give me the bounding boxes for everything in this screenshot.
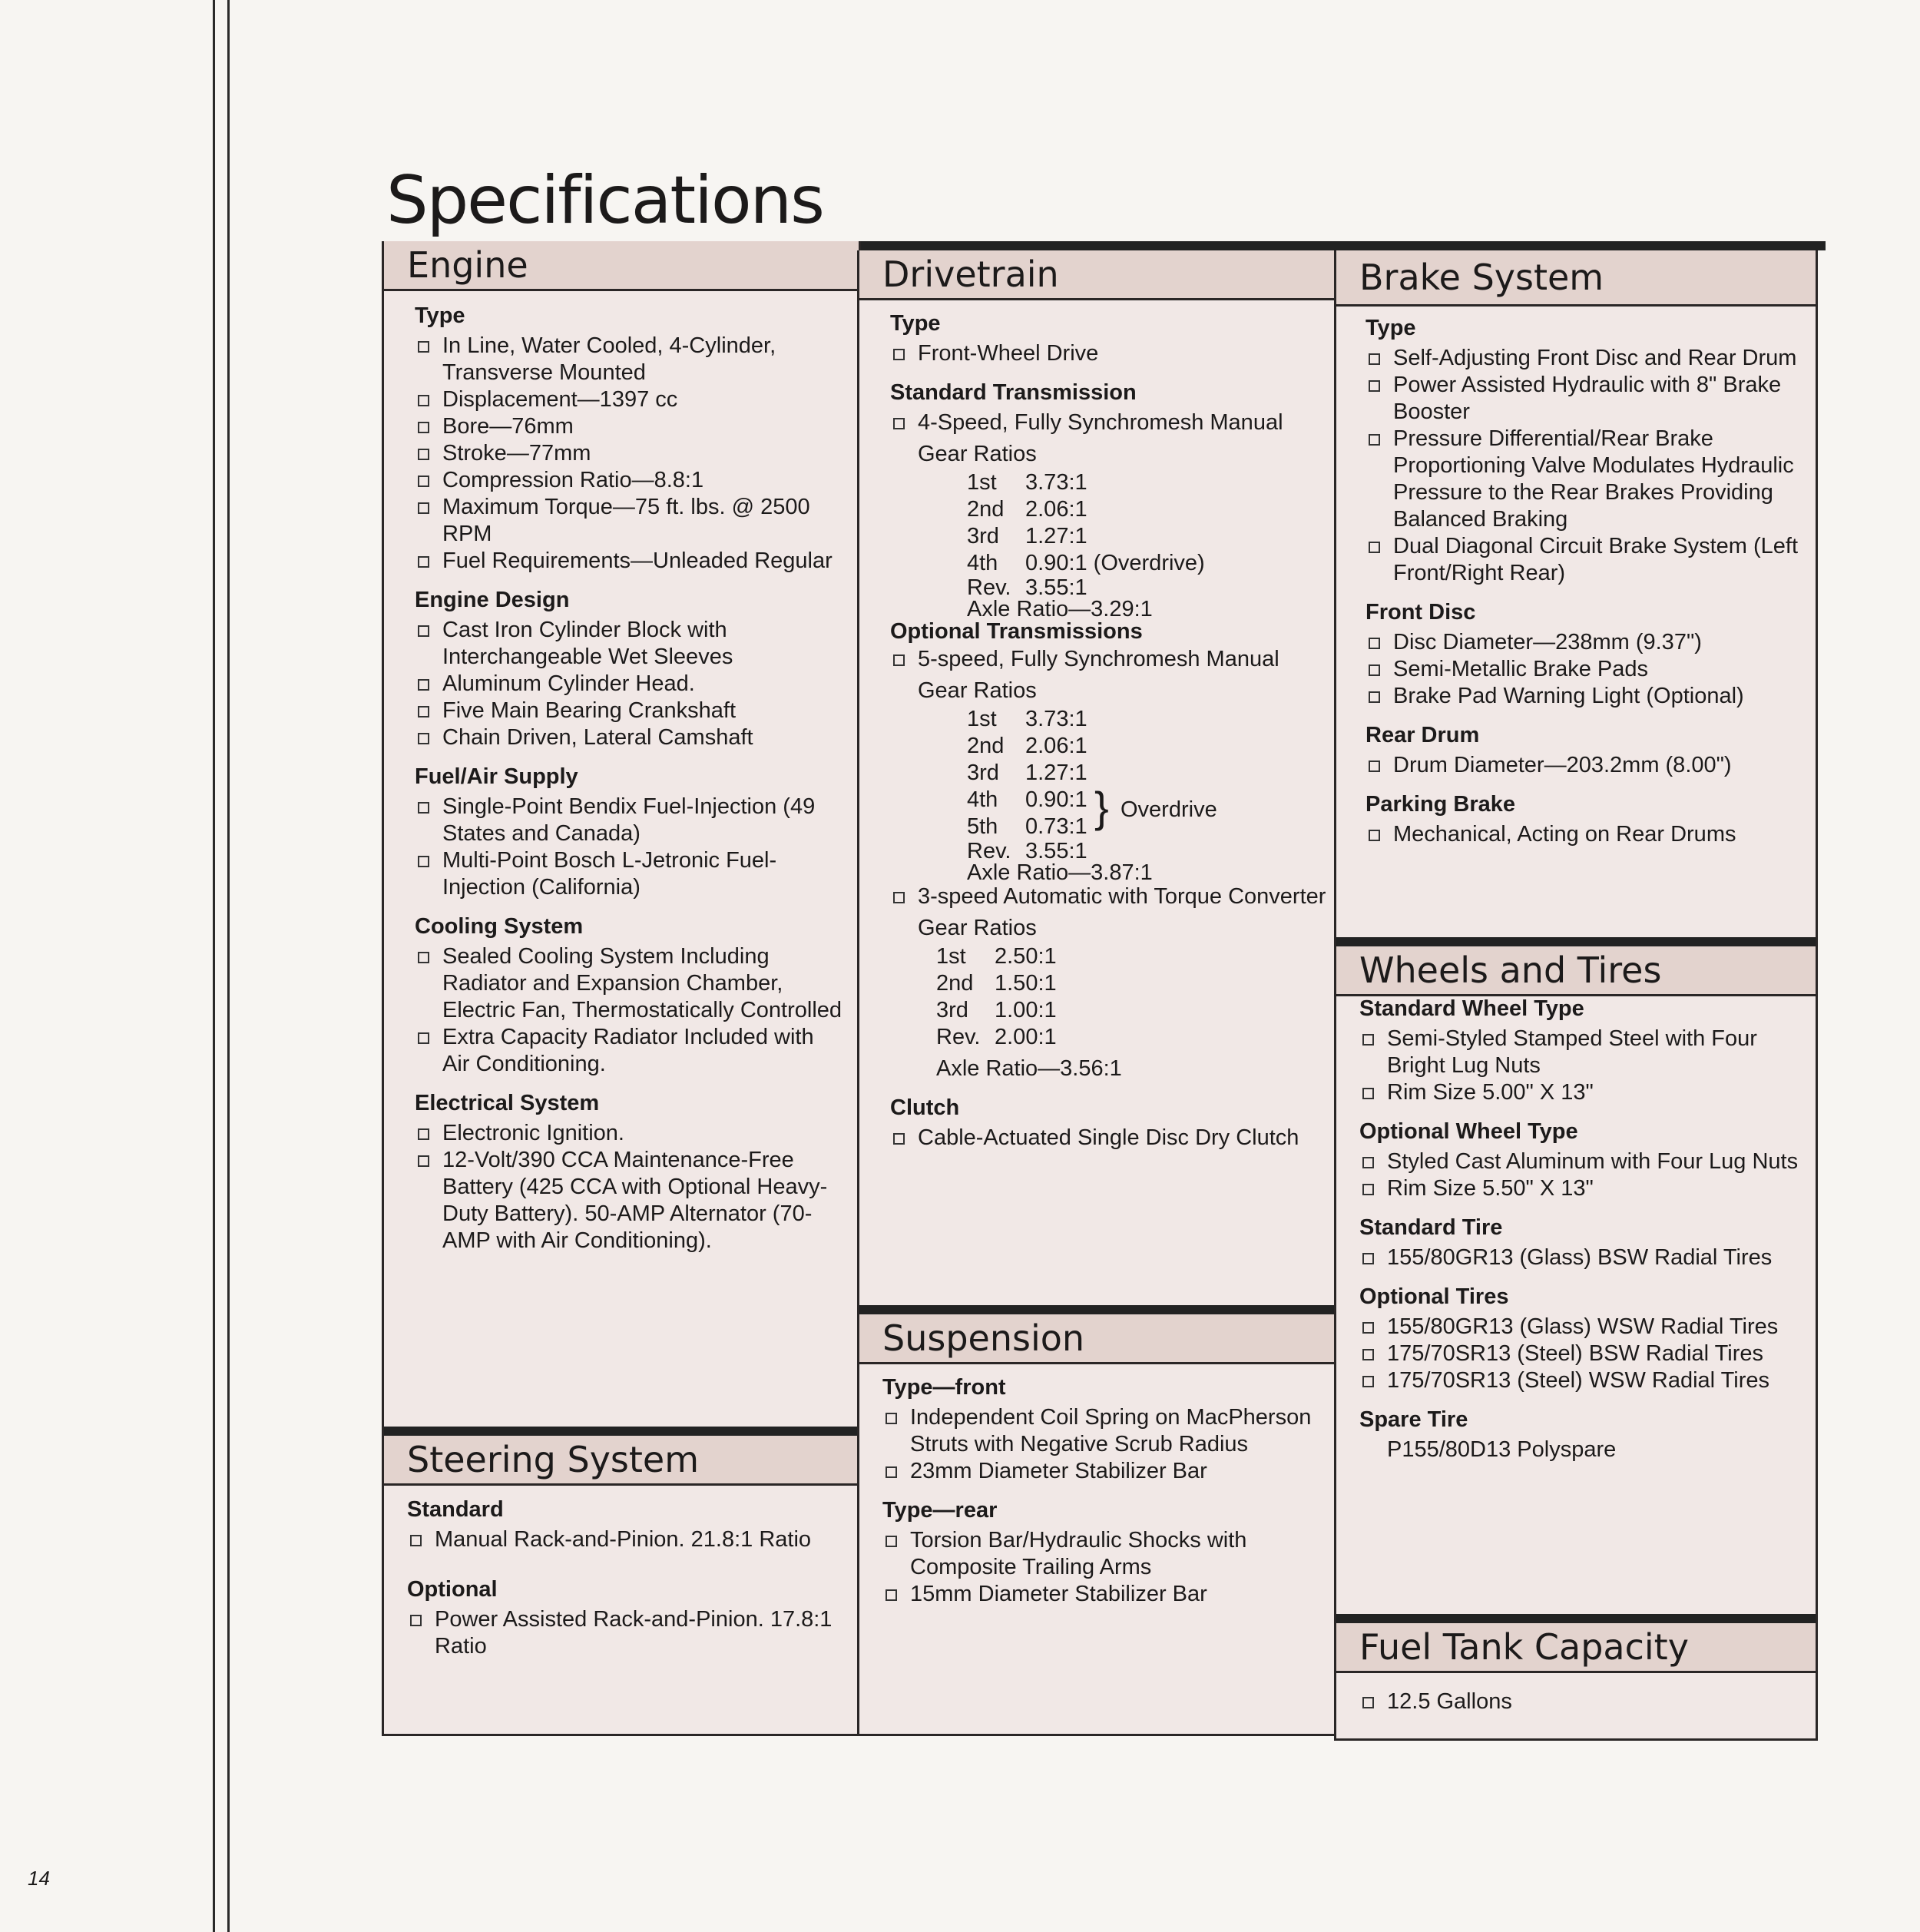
- wheels-body: [1359, 996, 1808, 1463]
- opt-tire-list: [1359, 1314, 1808, 1394]
- list-item: Stroke—77mm: [415, 440, 843, 467]
- brake-body: [1366, 315, 1808, 848]
- list-item: Fuel Requirements—Unleaded Regular: [415, 548, 843, 575]
- suspension-front-list: [882, 1404, 1326, 1485]
- gear-row: [936, 943, 1326, 970]
- list-item: Semi-Metallic Brake Pads: [1366, 656, 1808, 683]
- parking-brake-list: [1366, 821, 1808, 848]
- gear-label: 2nd: [967, 497, 1005, 522]
- gear-label: 4th: [967, 787, 998, 812]
- steering-standard-label: Standard: [407, 1497, 504, 1522]
- list-item: Single-Point Bendix Fuel-Injection (49 States and Canada): [415, 794, 843, 847]
- list-item: Front-Wheel Drive: [890, 340, 1326, 367]
- gear-label: Rev.: [936, 1025, 981, 1049]
- steering-body: [407, 1496, 843, 1660]
- gear-row: [967, 577, 1326, 598]
- list-item: Pressure Differential/Rear Brake Proportioning Valve Modulates Hydraulic Pressure to the Rear Brakes Providing Balanced Braking: [1366, 426, 1808, 533]
- gear-row: [967, 469, 1326, 496]
- list-item: Brake Pad Warning Light (Optional): [1366, 683, 1808, 710]
- list-item: 5-speed, Fully Synchromesh Manual: [890, 646, 1326, 673]
- list-item: Torsion Bar/Hydraulic Shocks with Composite Trailing Arms: [882, 1527, 1326, 1581]
- list-item: Cast Iron Cylinder Block with Interchangeable Wet Sleeves: [415, 617, 843, 671]
- electrical-list: [415, 1120, 843, 1254]
- gear-ratios-label: Gear Ratios: [918, 678, 1037, 703]
- gear-row: [967, 550, 1326, 577]
- gear-ratio: 0.90:1 (Overdrive): [1025, 551, 1205, 575]
- suspension-body: [882, 1374, 1326, 1608]
- gear-ratio: 3.55:1: [1025, 575, 1087, 600]
- gear-ratio: 1.50:1: [995, 971, 1057, 996]
- gear-ratio: 1.27:1: [1025, 524, 1087, 548]
- suspension-front-label: Type—front: [882, 1375, 1006, 1400]
- gear-ratios-label: Gear Ratios: [918, 442, 1037, 466]
- axle-ratio: Axle Ratio—3.56:1: [936, 1056, 1122, 1081]
- gear-row: [936, 970, 1326, 997]
- list-item: 155/80GR13 (Glass) BSW Radial Tires: [1359, 1244, 1808, 1271]
- engine-design-list: [415, 617, 843, 751]
- gear-ratio: 1.00:1: [995, 998, 1057, 1022]
- opt-wheel-label: Optional Wheel Type: [1359, 1119, 1578, 1144]
- list-item: Mechanical, Acting on Rear Drums: [1366, 821, 1808, 848]
- drivetrain-type-label: Type: [890, 311, 941, 336]
- gear-row: [967, 706, 1326, 733]
- gear-ratio: 2.06:1: [1025, 497, 1087, 522]
- gear-label: 1st: [967, 707, 997, 731]
- opt-tire-label: Optional Tires: [1359, 1284, 1509, 1309]
- suspension-rear-list: [882, 1527, 1326, 1608]
- list-item: 12.5 Gallons: [1359, 1688, 1808, 1715]
- list-item: 15mm Diameter Stabilizer Bar: [882, 1581, 1326, 1608]
- gear-ratio: 0.90:1: [1025, 787, 1087, 812]
- list-item: Independent Coil Spring on MacPherson Struts with Negative Scrub Radius: [882, 1404, 1326, 1458]
- engine-body: [415, 303, 843, 1254]
- fuel-air-label: Fuel/Air Supply: [415, 764, 578, 789]
- gear-ratio: 2.00:1: [995, 1025, 1057, 1049]
- list-item: Rim Size 5.00" X 13": [1359, 1079, 1808, 1106]
- list-item: Extra Capacity Radiator Included with Air Conditioning.: [415, 1024, 843, 1078]
- page-number: 14: [28, 1867, 50, 1890]
- drivetrain-body: [890, 310, 1326, 1152]
- overdrive-brace: }: [1094, 783, 1109, 831]
- rear-drum-list: [1366, 752, 1808, 779]
- gear-ratio: 3.73:1: [1025, 707, 1087, 731]
- steering-optional-list: [407, 1606, 843, 1660]
- gear-row: [967, 733, 1326, 760]
- gear-ratio: 1.27:1: [1025, 761, 1087, 785]
- suspension-rear-label: Type—rear: [882, 1498, 998, 1523]
- list-item: Multi-Point Bosch L-Jetronic Fuel-Injection (California): [415, 847, 843, 901]
- gear-ratio: 0.73:1: [1025, 814, 1087, 839]
- drivetrain-heading: Drivetrain: [859, 250, 1334, 300]
- front-disc-list: [1366, 629, 1808, 710]
- list-item: Chain Driven, Lateral Camshaft: [415, 724, 843, 751]
- gear-label: 2nd: [967, 734, 1005, 758]
- steering-standard-list: [407, 1526, 843, 1553]
- spare-tire-value: P155/80D13 Polyspare: [1387, 1437, 1617, 1462]
- rear-drum-label: Rear Drum: [1366, 723, 1480, 747]
- engine-design-label: Engine Design: [415, 588, 570, 612]
- list-item: Drum Diameter—203.2mm (8.00"): [1366, 752, 1808, 779]
- gear-label: 3rd: [936, 998, 968, 1022]
- list-item: Five Main Bearing Crankshaft: [415, 698, 843, 724]
- axle-ratio: Axle Ratio—3.29:1: [967, 597, 1153, 621]
- gear-ratios-label: Gear Ratios: [918, 916, 1037, 940]
- list-item: 175/70SR13 (Steel) WSW Radial Tires: [1359, 1367, 1808, 1394]
- list-item: 175/70SR13 (Steel) BSW Radial Tires: [1359, 1340, 1808, 1367]
- gear-label: 1st: [967, 470, 997, 495]
- list-item: Electronic Ignition.: [415, 1120, 843, 1147]
- engine-heading: Engine: [384, 241, 859, 291]
- list-item: Manual Rack-and-Pinion. 21.8:1 Ratio: [407, 1526, 843, 1553]
- fuel-tank-list: [1359, 1688, 1808, 1715]
- list-item: Aluminum Cylinder Head.: [415, 671, 843, 698]
- list-item: Semi-Styled Stamped Steel with Four Bright Lug Nuts: [1359, 1026, 1808, 1079]
- fuel-air-list: [415, 794, 843, 901]
- gear-label: 3rd: [967, 524, 999, 548]
- list-item: Displacement—1397 cc: [415, 386, 843, 413]
- cooling-label: Cooling System: [415, 914, 584, 939]
- list-item: Bore—76mm: [415, 413, 843, 440]
- list-item: Power Assisted Rack-and-Pinion. 17.8:1 Ratio: [407, 1606, 843, 1660]
- engine-type-list: [415, 333, 843, 575]
- list-item: 155/80GR13 (Glass) WSW Radial Tires: [1359, 1314, 1808, 1340]
- gear-row: [936, 1024, 1326, 1051]
- opt5-gear-table: [890, 706, 1326, 883]
- list-item: Sealed Cooling System Including Radiator and Expansion Chamber, Electric Fan, Thermostatically Controlled: [415, 943, 843, 1024]
- suspension-heading: Suspension: [859, 1305, 1334, 1364]
- spare-tire-label: Spare Tire: [1359, 1407, 1468, 1432]
- list-item: Cable-Actuated Single Disc Dry Clutch: [890, 1125, 1326, 1152]
- gear-ratio: 3.55:1: [1025, 839, 1087, 863]
- std-wheel-list: [1359, 1026, 1808, 1106]
- std-tire-list: [1359, 1244, 1808, 1271]
- list-item: 4-Speed, Fully Synchromesh Manual: [890, 409, 1326, 436]
- gear-label: 3rd: [967, 761, 999, 785]
- list-item: 12-Volt/390 CCA Maintenance-Free Battery (425 CCA with Optional Heavy-Duty Battery). 50-AMP Alternator (70-AMP with Air Conditioning).: [415, 1147, 843, 1254]
- std-transmission-list: [890, 409, 1326, 436]
- steering-heading: Steering System: [384, 1427, 859, 1486]
- steering-optional-label: Optional: [407, 1577, 498, 1602]
- brake-heading: Brake System: [1336, 250, 1816, 307]
- list-item: Rim Size 5.50" X 13": [1359, 1175, 1808, 1202]
- list-item: Power Assisted Hydraulic with 8" Brake Booster: [1366, 372, 1808, 426]
- gear-label: Rev.: [967, 839, 1011, 863]
- opt5-list: [890, 646, 1326, 673]
- gear-row: [967, 523, 1326, 550]
- auto-gear-table: [890, 943, 1326, 1082]
- list-item: Self-Adjusting Front Disc and Rear Drum: [1366, 345, 1808, 372]
- page-title: Specifications: [386, 162, 823, 239]
- right-column: [1334, 250, 1818, 1741]
- std-transmission-label: Standard Transmission: [890, 380, 1137, 405]
- parking-brake-label: Parking Brake: [1366, 792, 1516, 817]
- list-item: Styled Cast Aluminum with Four Lug Nuts: [1359, 1148, 1808, 1175]
- fuel-tank-heading: Fuel Tank Capacity: [1336, 1614, 1816, 1673]
- fuel-tank-body: [1359, 1688, 1808, 1715]
- list-item: Disc Diameter—238mm (9.37"): [1366, 629, 1808, 656]
- overdrive-label: Overdrive: [1121, 797, 1217, 822]
- left-margin-rule-2: [227, 0, 230, 1932]
- gear-row: [967, 760, 1326, 787]
- list-item: 3-speed Automatic with Torque Converter: [890, 883, 1326, 910]
- gear-ratio: 2.06:1: [1025, 734, 1087, 758]
- gear-row: [967, 496, 1326, 523]
- brake-type-label: Type: [1366, 316, 1416, 340]
- gear-label: 5th: [967, 814, 998, 839]
- std-gear-table: [890, 469, 1326, 620]
- gear-row: [967, 840, 1326, 862]
- wheels-heading: Wheels and Tires: [1336, 937, 1816, 996]
- gear-label: 2nd: [936, 971, 974, 996]
- electrical-label: Electrical System: [415, 1091, 600, 1115]
- opt-transmissions-label: Optional Transmissions: [890, 619, 1143, 644]
- left-margin-rule: [213, 0, 215, 1932]
- auto-list: [890, 883, 1326, 910]
- left-column: [382, 241, 861, 1736]
- list-item: In Line, Water Cooled, 4-Cylinder, Transverse Mounted: [415, 333, 843, 386]
- list-item: Maximum Torque—75 ft. lbs. @ 2500 RPM: [415, 494, 843, 548]
- clutch-list: [890, 1125, 1326, 1152]
- drivetrain-type-list: [890, 340, 1326, 367]
- gear-label: 1st: [936, 944, 966, 969]
- middle-column: [857, 250, 1336, 1736]
- std-tire-label: Standard Tire: [1359, 1215, 1503, 1240]
- engine-type-label: Type: [415, 303, 465, 328]
- gear-ratio: 3.73:1: [1025, 470, 1087, 495]
- gear-ratio: 2.50:1: [995, 944, 1057, 969]
- front-disc-label: Front Disc: [1366, 600, 1476, 625]
- axle-ratio: Axle Ratio—3.87:1: [967, 860, 1153, 885]
- list-item: 23mm Diameter Stabilizer Bar: [882, 1458, 1326, 1485]
- gear-label: Rev.: [967, 575, 1011, 600]
- cooling-list: [415, 943, 843, 1078]
- std-wheel-label: Standard Wheel Type: [1359, 996, 1584, 1021]
- opt-wheel-list: [1359, 1148, 1808, 1202]
- list-item: Dual Diagonal Circuit Brake System (Left Front/Right Rear): [1366, 533, 1808, 587]
- gear-row: [936, 997, 1326, 1024]
- gear-label: 4th: [967, 551, 998, 575]
- list-item: Compression Ratio—8.8:1: [415, 467, 843, 494]
- brake-type-list: [1366, 345, 1808, 587]
- clutch-label: Clutch: [890, 1095, 960, 1120]
